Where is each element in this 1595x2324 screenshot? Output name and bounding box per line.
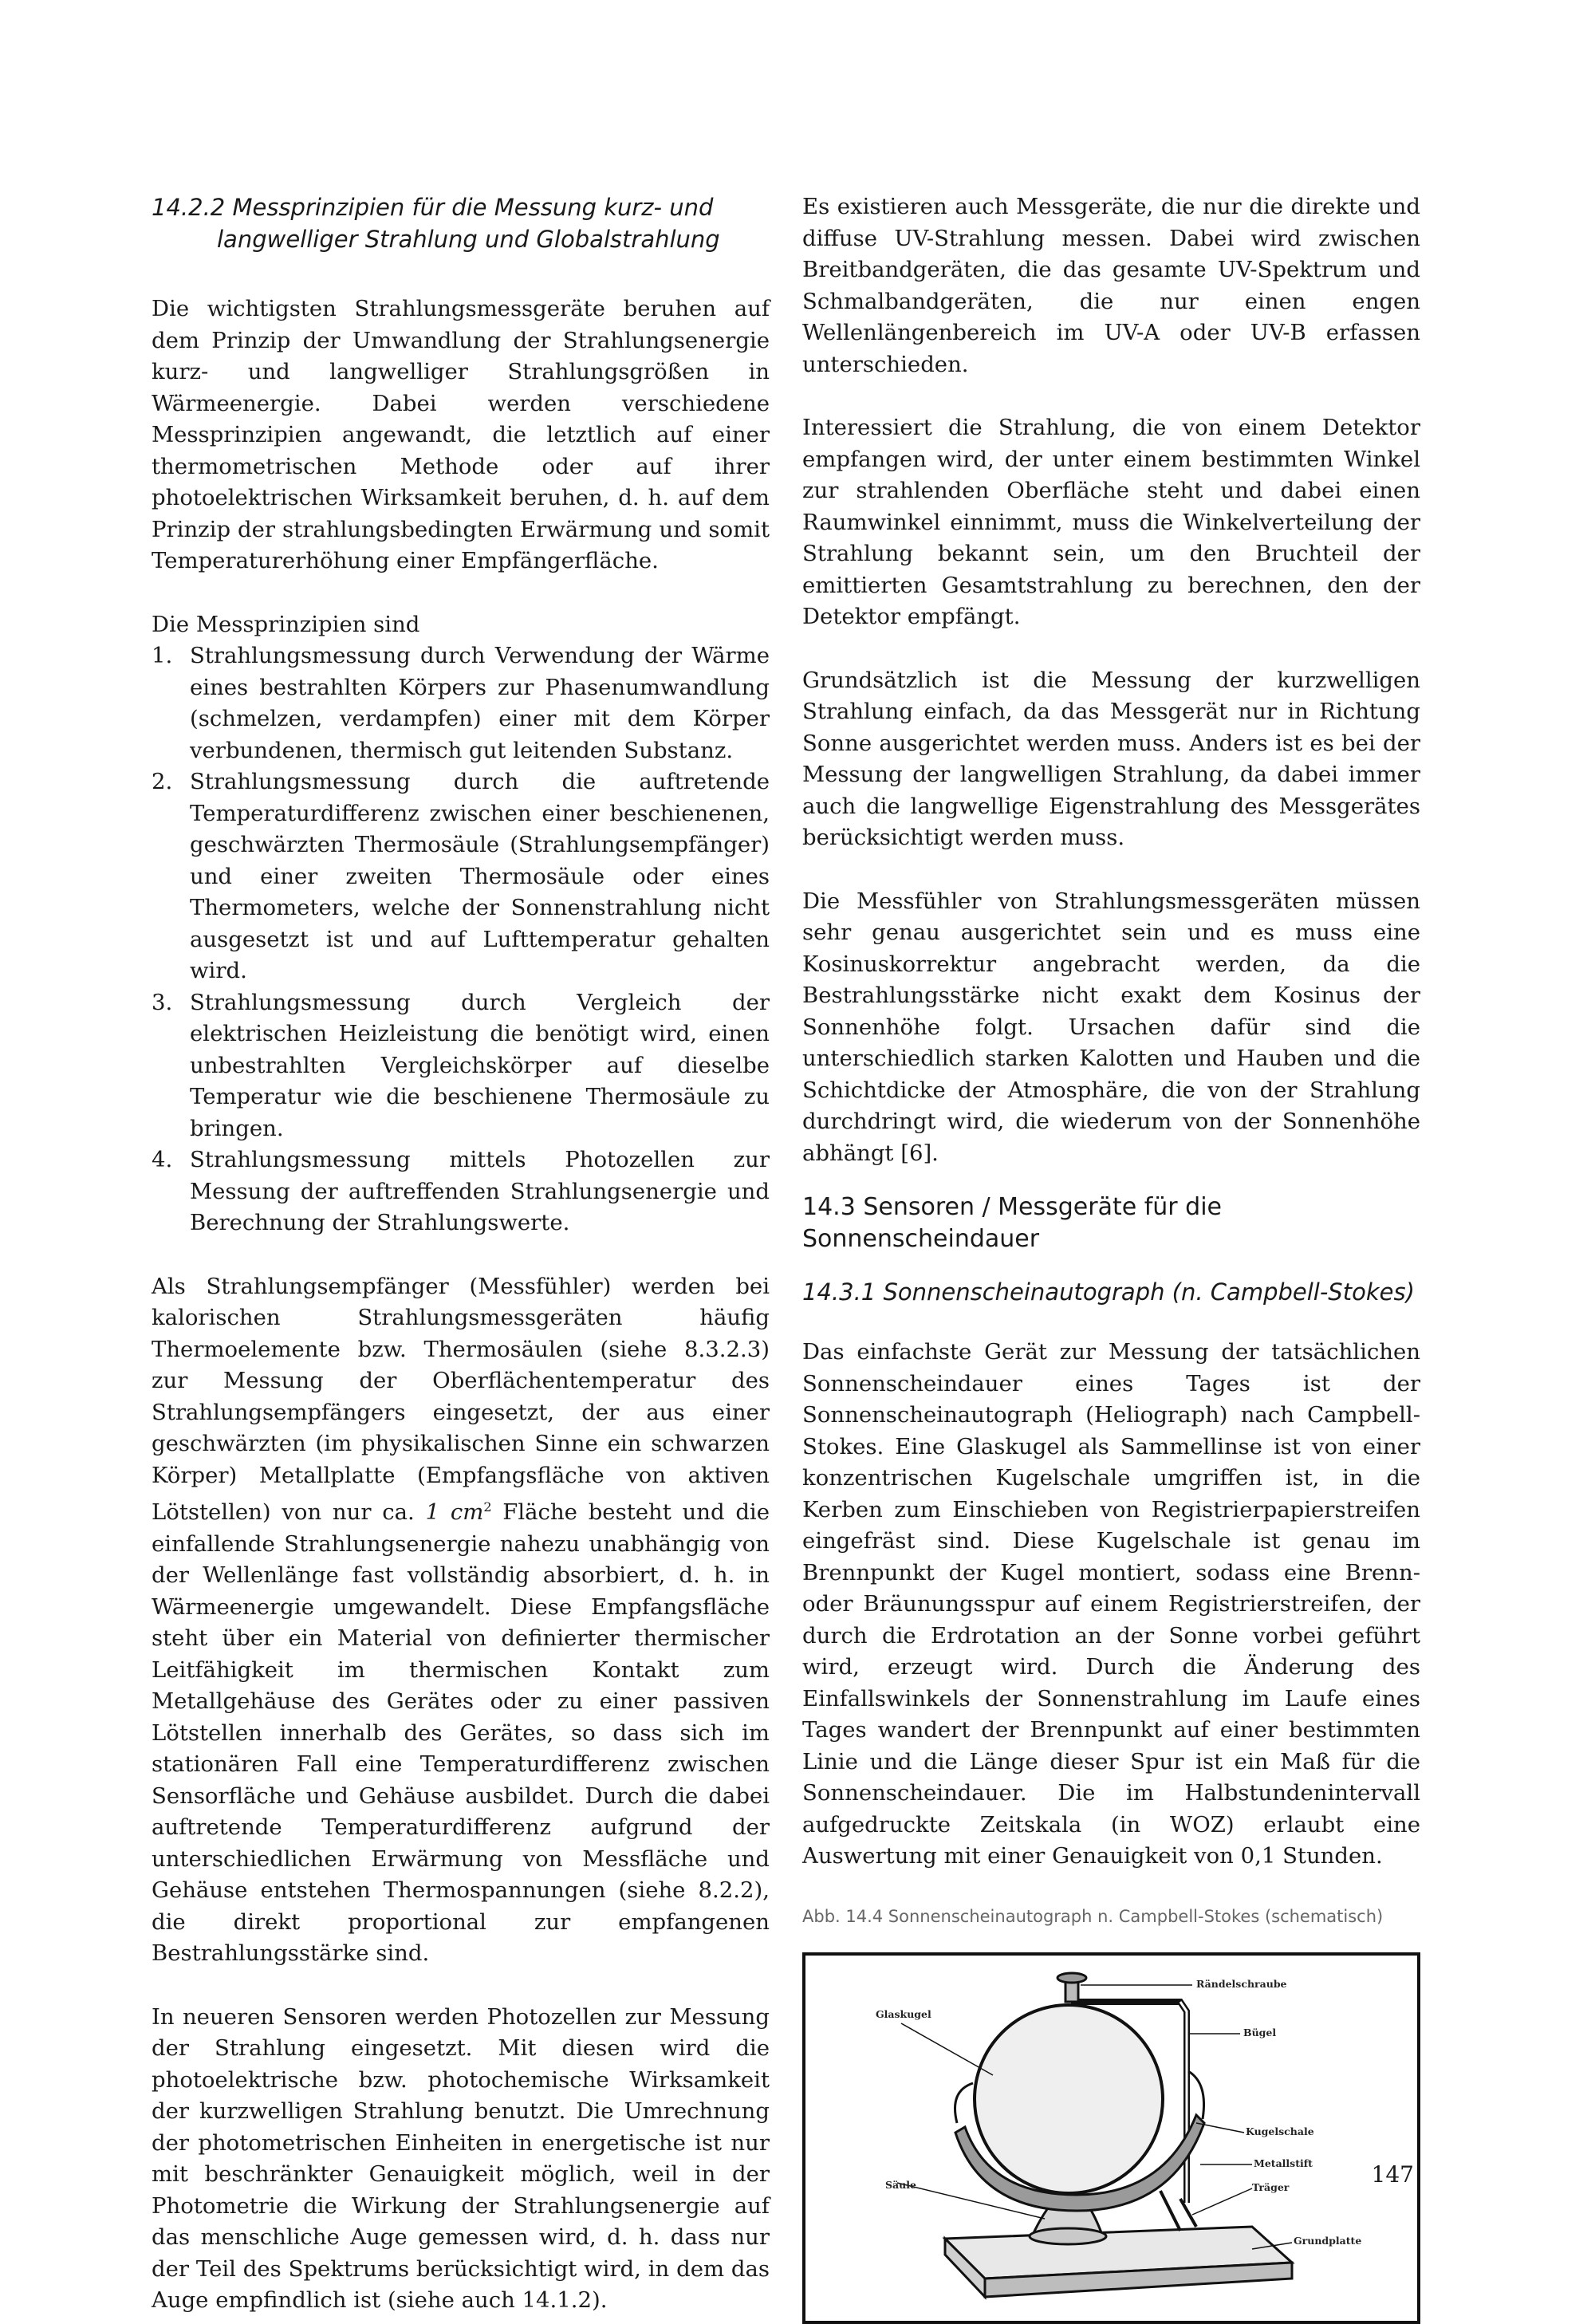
- label-bugel: Bügel: [1243, 2026, 1277, 2038]
- superscript: 2: [483, 1499, 492, 1515]
- glass-sphere: [975, 2005, 1163, 2193]
- pedestal-foot: [1030, 2228, 1106, 2244]
- list-item-text: Strahlungsmessung durch Verwendung der Wärme eines bestrahlten Körpers zur Phasenumwandlung (schmelzen, verdampfen) einer mit dem Körper verbundenen, thermisch gut leitenden Substanz.: [190, 643, 770, 763]
- list-item-text: Strahlungsmessung durch die auftretende Temperaturdifferenz zwischen einer beschienenen, geschwärzten Thermosäule (Strahlungsempfänger) und einer zweiten Thermosäule oder eines Thermometers, welche der Sonnenstrahlung nicht ausgesetzt ist und auf Lufttemperatur gehalten wird.: [190, 769, 770, 983]
- label-metallstift: Metallstift: [1254, 2157, 1313, 2169]
- list-number: 3.: [152, 989, 173, 1015]
- page-number: 147: [1371, 2161, 1414, 2188]
- list-intro: Die Messprinzipien sind: [152, 611, 420, 637]
- paragraph: Grundsätzlich ist die Messung der kurzwelligen Strahlung einfach, da das Messgerät nur in Richtung Sonne ausgerichtet werden muss. Anders ist es bei der Messung der langwelligen Strahlung, da dabei immer auch die langwellige Eigenstrahlung des Messgerätes berücksichtigt werden muss.: [802, 667, 1420, 850]
- list-item: [152, 1144, 770, 1239]
- paragraph: Interessiert die Strahlung, die von einem Detektor empfangen wird, der unter einem bestimmten Winkel zur strahlenden Oberfläche steht und dabei einen Raumwinkel einnimmt, muss die Winkelverteilung der Strahlung bekannt sein, um den Bruchteil der emittierten Gesamtstrahlung zu berechnen, den der Detektor empfängt.: [802, 415, 1420, 629]
- list-number: 1.: [152, 643, 173, 668]
- paragraph: Das einfachste Gerät zur Messung der tatsächlichen Sonnenscheindauer eines Tages ist der Sonnenscheinautograph (Heliograph) nach Campbell-Stokes. Eine Glaskugel als Sammellinse ist von einer konzentrischen Kugelschale umgriffen ist, in die Kerben zum Einschieben von Registrierpapierstreifen eingefräst sind. Diese Kugelschale ist genau im Brennpunkt der Kugel montiert, sodass eine Brenn- oder Bräunungsspur auf einem Registrierstreifen, der durch die Erdrotation an der Sonne vorbei geführt wird, erzeugt wird. Durch die Änderung des Einfallswinkels der Sonnenstrahlung im Laufe eines Tages wandert der Brennpunkt auf einer bestimmten Linie und die Länge dieser Spur ist ein Maß für die Sonnenscheindauer. Die im Halbstundenintervall aufgedruckte Zeitskala (in WOZ) erlaubt eine Auswertung mit einer Genauigkeit von 0,1 Stunden.: [802, 1339, 1420, 1869]
- label-saule: Säule: [885, 2178, 916, 2191]
- label-kugelschale: Kugelschale: [1246, 2125, 1314, 2137]
- label-grundplatte: Grundplatte: [1294, 2234, 1362, 2247]
- subsection-heading-14-2-2: 14.2.2 Messprinzipien für die Messung kurz- und langwelliger Strahlung und Globalstrahlung: [152, 194, 720, 253]
- text-run: Fläche besteht und die einfallende Strahlungsenergie nahezu unabhängig von der Wellenlänge fast vollständig absorbiert, d. h. in Wärmeenergie umgewandelt. Diese Empfangsfläche steht über ein Material von definierter thermischer Leitfähigkeit im thermischen Kontakt zum Metallgehäuse des Gerätes oder zu einer passiven Lötstellen innerhalb des Gerätes, so dass sich im stationären Fall eine Temperaturdifferenz zwischen Sensorfläche und Gehäuse ausbildet. Durch die dabei auftretende Temperaturdifferenz aufgrund der unterschiedlichen Erwärmung von Messfläche und Gehäuse entstehen Thermospannungen (siehe 8.2.2), die direkt proportional zur empfangenen Bestrahlungsstärke sind.: [152, 1499, 770, 1967]
- list-item: [152, 766, 770, 987]
- paragraph: Die wichtigsten Strahlungsmessgeräte beruhen auf dem Prinzip der Umwandlung der Strahlungsenergie kurz- und langwelliger Strahlungsgrößen in Wärmeenergie. Dabei werden verschiedene Messprinzipien angewandt, die letztlich auf einer thermometrischen Methode oder auf ihrer photoelektrischen Wirksamkeit beruhen, d. h. auf dem Prinzip der strahlungsbedingten Erwärmung und somit Temperaturerhöhung einer Empfängerfläche.: [152, 296, 770, 573]
- label-trager: Träger: [1252, 2180, 1290, 2193]
- subsection-heading-14-3-1: 14.3.1 Sonnenscheinautograph (n. Campbell-Stokes): [802, 1278, 1415, 1306]
- campbell-stokes-figure: [802, 1952, 1420, 2324]
- paragraph: [152, 1271, 770, 1970]
- left-column: [152, 191, 770, 2317]
- list-number: 4.: [152, 1147, 173, 1172]
- paragraph: Die Messfühler von Strahlungsmessgeräten müssen sehr genau ausgerichtet sein und es muss eine Kosinuskorrektur angebracht werden, da die Bestrahlungsstärke nicht exakt dem Kosinus der Sonnenhöhe folgt. Ursachen dafür sind die unterschiedlich starken Kalotten und Hauben und die Schichtdicke der Atmosphäre, die von der Strahlung durchdringt wird, die wiederum von der Sonnenhöhe abhängt [6].: [802, 888, 1420, 1166]
- unit-text: 1 cm: [425, 1499, 484, 1526]
- label-glaskugel: Glaskugel: [876, 2007, 931, 2020]
- paragraph: Es existieren auch Messgeräte, die nur die direkte und diffuse UV-Strahlung messen. Dabei wird zwischen Breitbandgeräten, die das gesamte UV-Spektrum und Schmalbandgeräten, die nur einen engen Wellenlängenbereich im UV-A oder UV-B erfassen unterschieden.: [802, 194, 1420, 377]
- carrier: [1180, 2199, 1196, 2227]
- list-item-text: Strahlungsmessung durch Vergleich der elektrischen Heizleistung die benötigt wird, einen unbestrahlten Vergleichskörper auf dieselbe Temperatur wie die beschienene Thermosäule zu bringen.: [190, 989, 770, 1141]
- text-run: Als Strahlungsempfänger (Messfühler) werden bei kalorischen Strahlungsmessgeräten häufig Thermoelemente bzw. Thermosäulen (siehe 8.3.2.3) zur Messung der Oberflächentemperatur des Strahlungsempfängers eingesetzt, der aus einer geschwärzten (im physikalischen Sinne ein schwarzen Körper) Metallplatte (Empfangsfläche von aktiven Lötstellen) von nur ca.: [152, 1273, 770, 1526]
- list-item-text: Strahlungsmessung mittels Photozellen zur Messung der auftreffenden Strahlungsenergie und Berechnung der Strahlungswerte.: [190, 1147, 770, 1235]
- label-randelschraube: Rändelschraube: [1196, 1977, 1287, 1990]
- list-item: [152, 987, 770, 1145]
- list-item: [152, 640, 770, 766]
- paragraph: In neueren Sensoren werden Photozellen zur Messung der Strahlung eingesetzt. Mit diesen wird die photoelektrische bzw. photochemische Wirksamkeit der kurzwelligen Strahlung benutzt. Die Umrechnung der photometrischen Einheiten in energetische ist nur mit beschränkter Genauigkeit möglich, weil in der Photometrie die Wirkung der Strahlungsenergie auf das menschliche Auge gemessen wird, d. h. dass nur der Teil des Spektrums berücksichtigt wird, in dem das Auge empfindlich ist (siehe auch 14.1.2).: [152, 2003, 770, 2314]
- metal-pin: [1160, 2191, 1180, 2231]
- measurement-principles-list: [152, 640, 770, 1239]
- list-number: 2.: [152, 769, 173, 794]
- figure-caption: Abb. 14.4 Sonnenscheinautograph n. Campbell-Stokes (schematisch): [802, 1906, 1384, 1926]
- right-column: [802, 191, 1420, 2324]
- section-heading-14-3: 14.3 Sensoren / Messgeräte für die Sonnenscheindauer: [802, 1193, 1223, 1253]
